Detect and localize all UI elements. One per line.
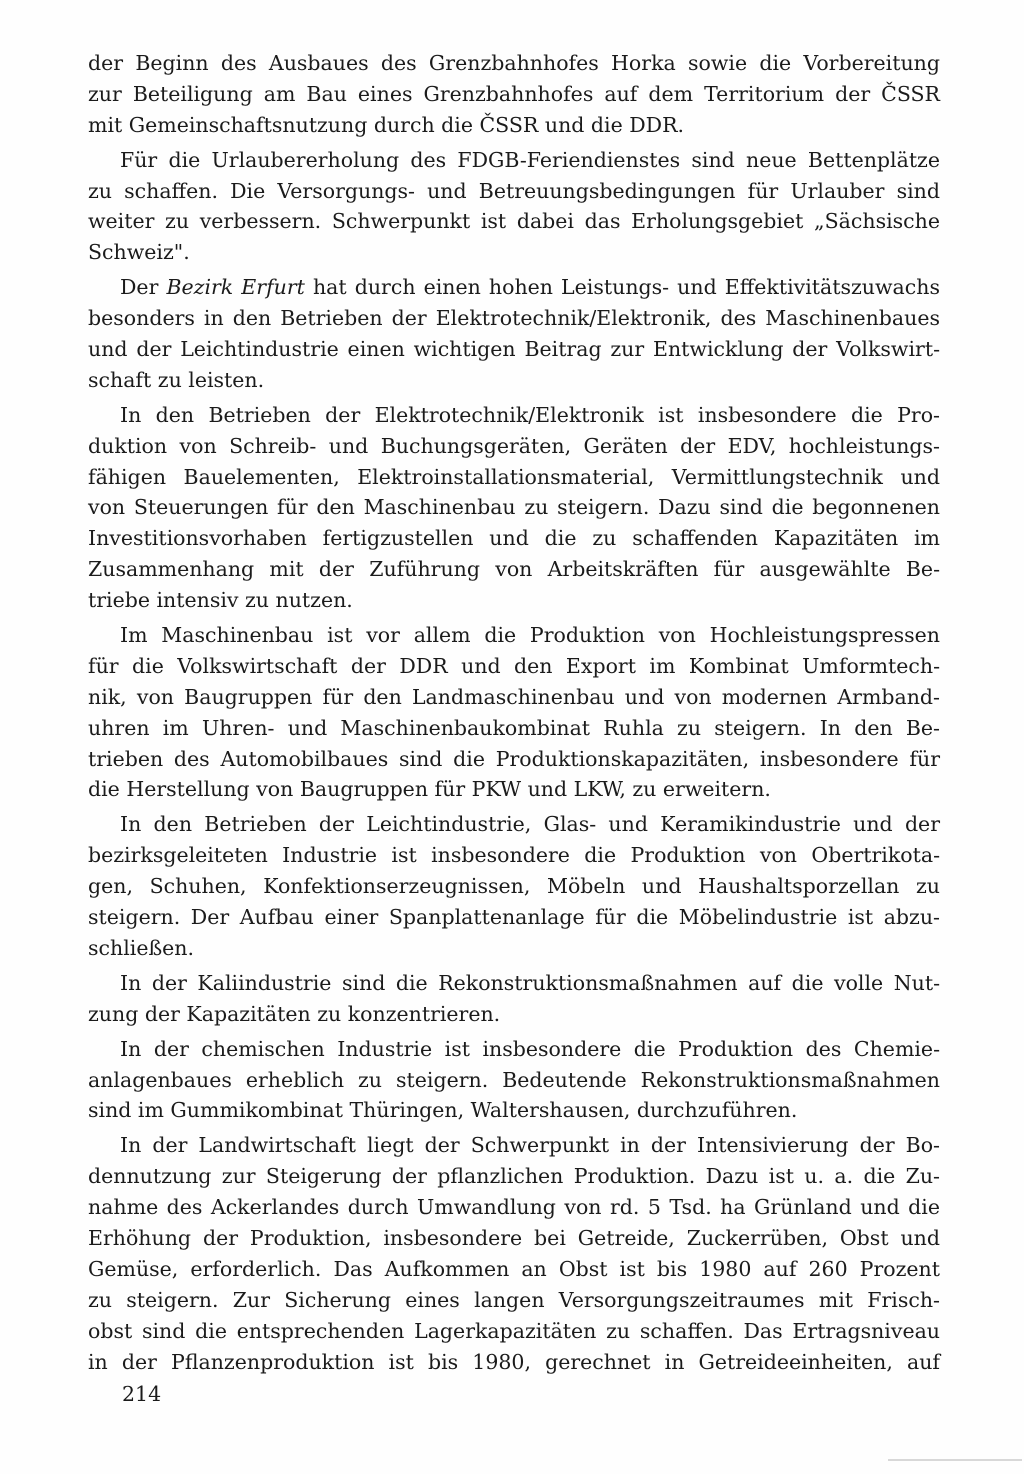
text-line: weiter zu verbessern. Schwerpunkt ist dabei das Erholungsgebiet „Sächsische (88, 209, 940, 234)
bezirk-name: Bezirk Erfurt (166, 275, 305, 300)
text-line: schließen. (88, 935, 194, 960)
text-line: besonders in den Betrieben der Elektrotechnik/Elektronik, des Maschinenbaues (88, 306, 940, 331)
text-line: mit Gemeinschaftsnutzung durch die ČSSR und die DDR. (88, 112, 685, 137)
text-line: uhren im Uhren- und Maschinenbaukombinat Ruhla zu steigern. In den Be- (88, 715, 940, 740)
text-line: zung der Kapazitäten zu konzentrieren. (88, 1001, 501, 1026)
text-line: Investitionsvorhaben fertigzustellen und die zu schaffenden Kapazitäten im (88, 526, 940, 551)
scan-edge-mark (888, 1459, 1022, 1461)
text-line: zu schaffen. Die Versorgungs- und Betreuungsbedingungen für Urlauber sind (88, 178, 940, 203)
text-line: trieben des Automobilbaues sind die Produktionskapazitäten, insbesondere für (88, 746, 940, 771)
text-line: bezirksgeleiteten Industrie ist insbesondere die Produktion von Obertrikota- (88, 843, 940, 868)
text-line: Erhöhung der Produktion, insbesondere bei Getreide, Zuckerrüben, Obst und (88, 1225, 940, 1250)
text-line: für die Volkswirtschaft der DDR und den Export im Kombinat Umformtech- (88, 653, 940, 678)
text-line: steigern. Der Aufbau einer Spanplattenanlage für die Möbelindustrie ist abzu- (88, 905, 940, 930)
text-line: fähigen Bauelementen, Elektroinstallationsmaterial, Vermittlungstechnik und (88, 464, 940, 489)
body-text (88, 48, 940, 1377)
text-line: Schweiz". (88, 240, 190, 265)
text-line: gen, Schuhen, Konfektionserzeugnissen, Möbeln und Haushaltsporzellan zu (88, 874, 940, 899)
text-line: anlagenbaues erheblich zu steigern. Bedeutende Rekonstruktionsmaßnahmen (88, 1067, 940, 1092)
text-line: triebe intensiv zu nutzen. (88, 588, 353, 613)
text-line: in der Pflanzenproduktion ist bis 1980, gerechnet in Getreideeinheiten, auf (88, 1349, 940, 1374)
text-line: Gemüse, erforderlich. Das Aufkommen an Obst ist bis 1980 auf 260 Prozent (88, 1256, 940, 1281)
paragraph-start-line: In den Betrieben der Elektrotechnik/Elektronik ist insbesondere die Pro- (120, 402, 940, 427)
page-number: 214 (122, 1382, 162, 1406)
paragraph-start-line: Im Maschinenbau ist vor allem die Produktion von Hochleistungspressen (120, 623, 940, 648)
text-line: der Beginn des Ausbaues des Grenzbahnhofes Horka sowie die Vorbereitung (88, 51, 940, 75)
text-line: duktion von Schreib- und Buchungsgeräten, Geräten der EDV, hochleistungs- (88, 433, 940, 458)
paragraph-start-line: In der Landwirtschaft liegt der Schwerpunkt in der Intensivierung der Bo- (120, 1133, 940, 1158)
text-line: von Steuerungen für den Maschinenbau zu steigern. Dazu sind die begonnenen (88, 495, 940, 520)
text-line: Zusammenhang mit der Zuführung von Arbeitskräften für ausgewählte Be- (88, 557, 940, 582)
text-line: und der Leichtindustrie einen wichtigen Beitrag zur Entwicklung der Volkswirt- (88, 337, 940, 362)
text-line: obst sind die entsprechenden Lagerkapazitäten zu schaffen. Das Ertragsniveau (88, 1318, 940, 1343)
paragraph-start-line: In der chemischen Industrie ist insbesondere die Produktion des Chemie- (120, 1036, 940, 1061)
text-line: zu steigern. Zur Sicherung eines langen Versorgungszeitraumes mit Frisch- (88, 1287, 940, 1312)
text-line: schaft zu leisten. (88, 367, 265, 392)
text-line: nik, von Baugruppen für den Landmaschinenbau und von modernen Armband- (88, 684, 940, 709)
bezirk-prefix: Der (120, 275, 159, 300)
text-line: sind im Gummikombinat Thüringen, Waltershausen, durchzuführen. (88, 1098, 798, 1123)
paragraph-start-line: In der Kaliindustrie sind die Rekonstruktionsmaßnahmen auf die volle Nut- (120, 970, 940, 995)
text-line: die Herstellung von Baugruppen für PKW und LKW, zu erweitern. (88, 777, 771, 802)
paragraph-start-line: In den Betrieben der Leichtindustrie, Glas- und Keramikindustrie und der (120, 812, 940, 837)
text-line: nahme des Ackerlandes durch Umwandlung von rd. 5 Tsd. ha Grünland und die (88, 1195, 940, 1220)
bezirk-line-rest: hat durch einen hohen Leistungs- und Effektivitätszuwachs (312, 275, 940, 300)
text-line: zur Beteiligung am Bau eines Grenzbahnhofes auf dem Territorium der ČSSR (88, 81, 940, 106)
paragraph-start-line (88, 272, 940, 303)
text-line: dennutzung zur Steigerung der pflanzlichen Produktion. Dazu ist u. a. die Zu- (88, 1164, 940, 1189)
paragraph-start-line: Für die Urlaubererholung des FDGB-Feriendienstes sind neue Bettenplätze (120, 147, 940, 172)
